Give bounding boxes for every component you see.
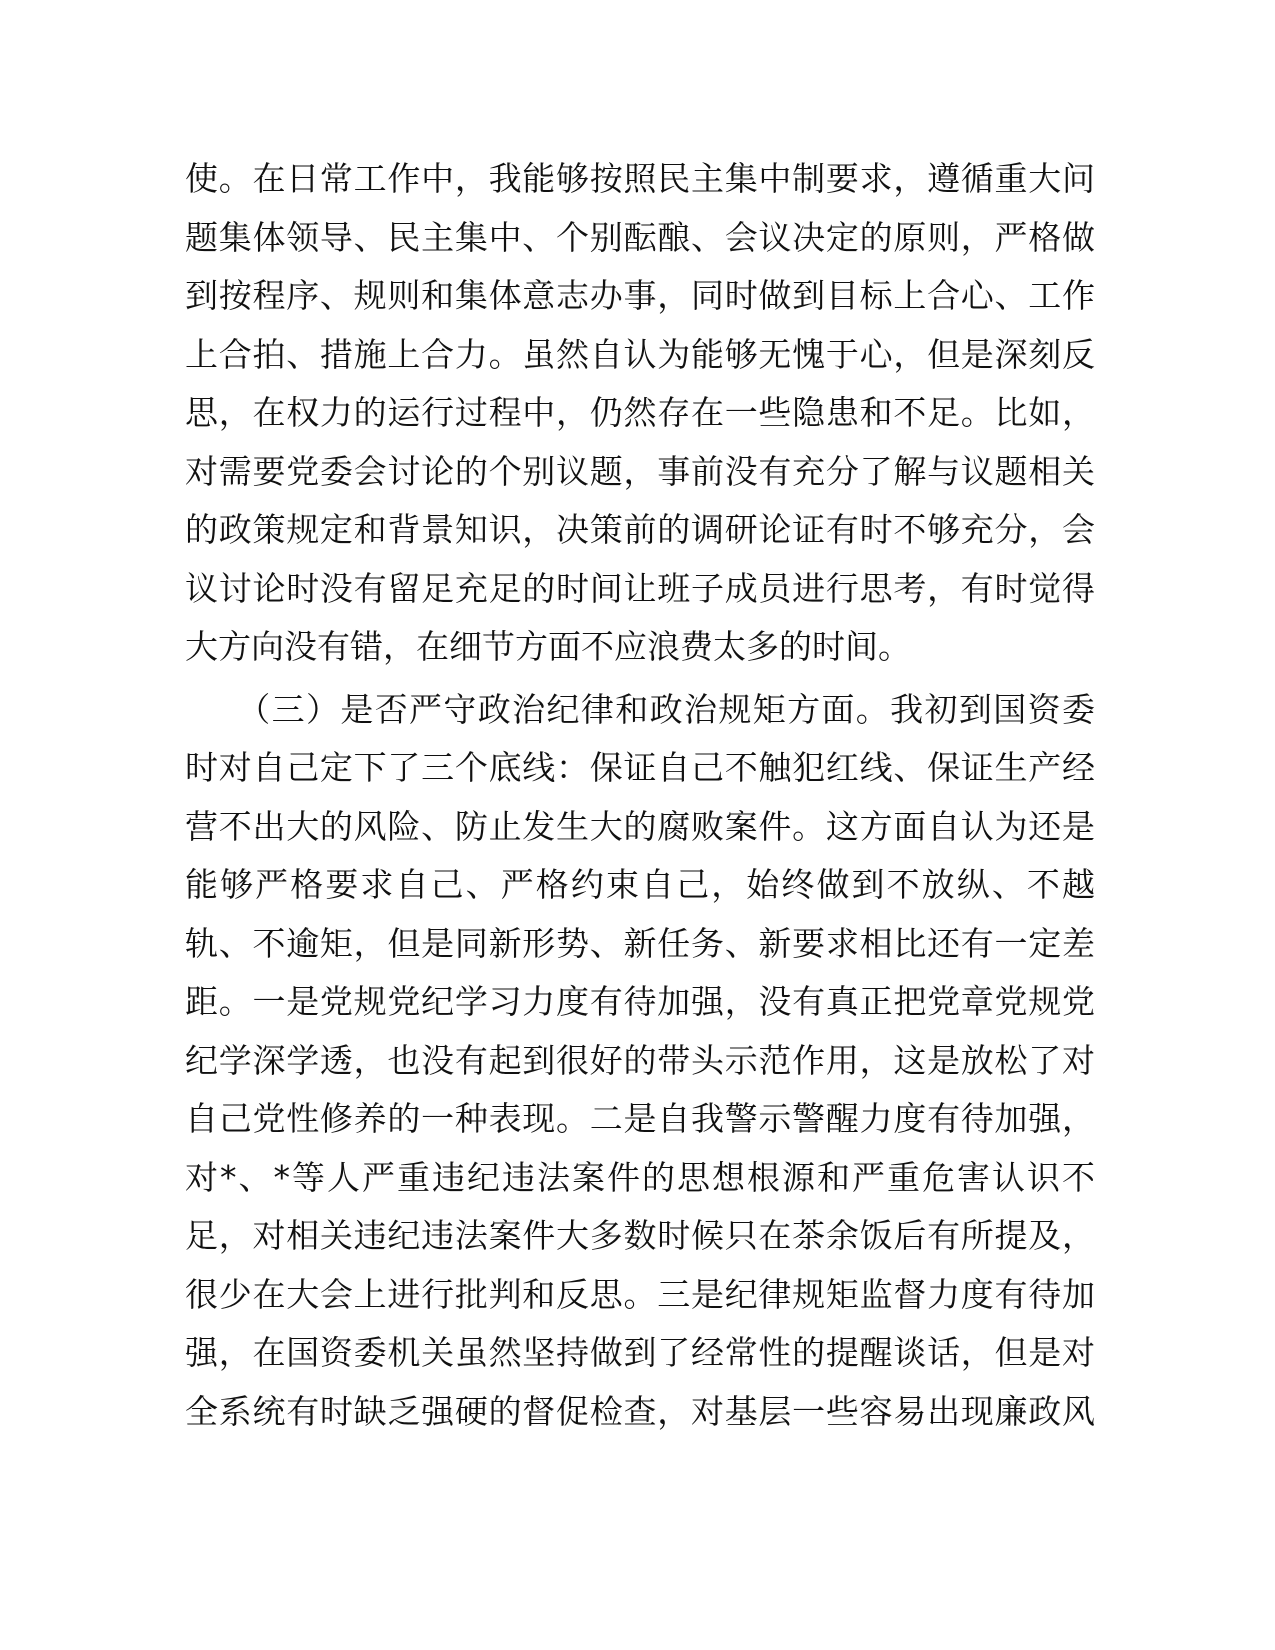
paragraph-1 <box>185 150 1095 677</box>
document-body <box>185 150 1095 1441</box>
text-line: 轨、不逾矩，但是同新形势、新任务、新要求相比还有一定差 <box>185 923 1095 963</box>
text-line: 纪学深学透，也没有起到很好的带头示范作用，这是放松了对 <box>185 1040 1095 1080</box>
text-line: 自己党性修养的一种表现。二是自我警示警醒力度有待加强， <box>185 1099 1095 1138</box>
paragraph-2 <box>185 681 1095 1442</box>
text-line: 上合拍、措施上合力。虽然自认为能够无愧于心，但是深刻反 <box>185 334 1095 374</box>
text-line: 强，在国资委机关虽然坚持做到了经常性的提醒谈话，但是对 <box>185 1333 1095 1372</box>
text-line: 大方向没有错，在细节方面不应浪费太多的时间。 <box>185 627 911 666</box>
text-line: 的政策规定和背景知识，决策前的调研论证有时不够充分，会 <box>185 510 1095 549</box>
text-line: 使。在日常工作中，我能够按照民主集中制要求，遵循重大问 <box>185 159 1095 198</box>
text-line: 距。一是党规党纪学习力度有待加强，没有真正把党章党规党 <box>185 982 1095 1021</box>
text-line: 对*、*等人严重违纪违法案件的思想根源和严重危害认识不 <box>185 1157 1095 1197</box>
text-line: 到按程序、规则和集体意志办事，同时做到目标上合心、工作 <box>185 276 1095 315</box>
text-line: 时对自己定下了三个底线：保证自己不触犯红线、保证生产经 <box>185 748 1095 787</box>
text-line: 议讨论时没有留足充足的时间让班子成员进行思考，有时觉得 <box>185 568 1095 608</box>
text-line: （三）是否严守政治纪律和政治规矩方面。我初到国资委 <box>185 689 1095 729</box>
text-line: 能够严格要求自己、严格约束自己，始终做到不放纵、不越 <box>185 865 1095 904</box>
text-line: 足，对相关违纪违法案件大多数时候只在茶余饭后有所提及， <box>185 1216 1095 1255</box>
text-line: 营不出大的风险、防止发生大的腐败案件。这方面自认为还是 <box>185 806 1095 846</box>
text-line: 很少在大会上进行批判和反思。三是纪律规矩监督力度有待加 <box>185 1274 1095 1314</box>
text-line: 思，在权力的运行过程中，仍然存在一些隐患和不足。比如， <box>185 393 1095 432</box>
text-line: 题集体领导、民主集中、个别酝酿、会议决定的原则，严格做 <box>185 217 1095 257</box>
text-line: 对需要党委会讨论的个别议题，事前没有充分了解与议题相关 <box>185 451 1095 491</box>
text-line: 全系统有时缺乏强硬的督促检查，对基层一些容易出现廉政风 <box>185 1391 1095 1431</box>
